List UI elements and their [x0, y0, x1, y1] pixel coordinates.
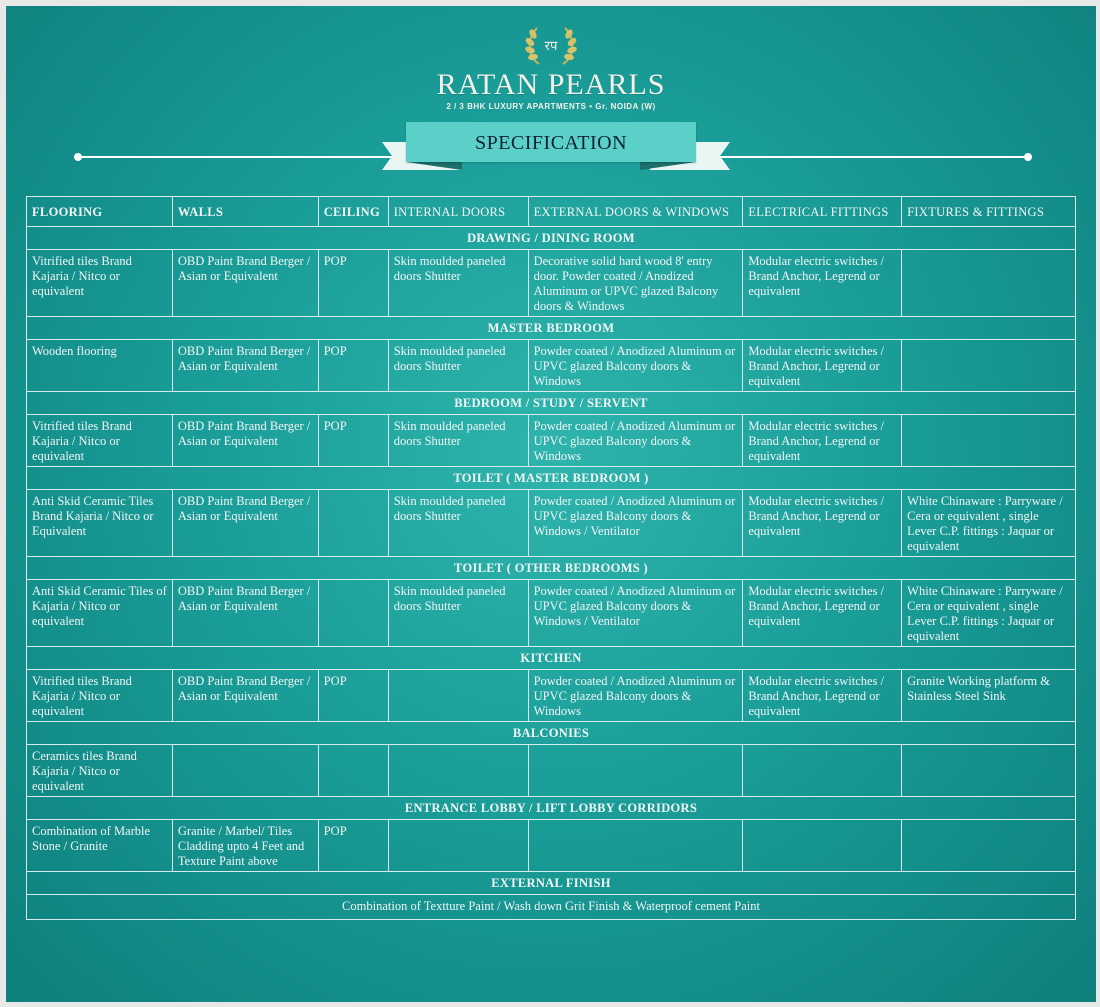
- table-cell: OBD Paint Brand Berger / Asian or Equivalent: [172, 250, 318, 317]
- table-row: [27, 490, 1076, 557]
- table-cell: [743, 820, 902, 872]
- table-cell: [318, 745, 388, 797]
- table-cell: Modular electric switches / Brand Anchor, Legrend or equivalent: [743, 490, 902, 557]
- table-cell: OBD Paint Brand Berger / Asian or Equivalent: [172, 490, 318, 557]
- table-cell: Powder coated / Anodized Aluminum or UPVC glazed Balcony doors & Windows: [528, 670, 743, 722]
- table-cell: Vitrified tiles Brand Kajaria / Nitco or equivalent: [27, 415, 173, 467]
- table-cell: Ceramics tiles Brand Kajaria / Nitco or equivalent: [27, 745, 173, 797]
- table-row: [27, 415, 1076, 467]
- section-header-row: [27, 797, 1076, 820]
- table-cell: Modular electric switches / Brand Anchor, Legrend or equivalent: [743, 250, 902, 317]
- table-cell: [388, 670, 528, 722]
- divider-dot-right: [1024, 153, 1032, 161]
- section-header: BEDROOM / STUDY / SERVENT: [27, 392, 1076, 415]
- header-electrical-fittings: ELECTRICAL FITTINGS: [743, 197, 902, 227]
- ribbon-fold-left: [406, 162, 462, 170]
- section-header-row: [27, 467, 1076, 490]
- header-fixtures-fittings: FIXTURES & FITTINGS: [902, 197, 1076, 227]
- table-row: [27, 580, 1076, 647]
- table-cell: White Chinaware : Parryware / Cera or equivalent , single Lever C.P. fittings : Jaquar or equivalent: [902, 580, 1076, 647]
- table-cell: Powder coated / Anodized Aluminum or UPVC glazed Balcony doors & Windows / Ventilator: [528, 580, 743, 647]
- table-cell: Granite Working platform & Stainless Steel Sink: [902, 670, 1076, 722]
- table-cell: [902, 340, 1076, 392]
- table-cell: OBD Paint Brand Berger / Asian or Equivalent: [172, 415, 318, 467]
- table-row: [27, 820, 1076, 872]
- table-cell: [388, 745, 528, 797]
- header-internal-doors: INTERNAL DOORS: [388, 197, 528, 227]
- section-header-row: [27, 317, 1076, 340]
- table-row: [27, 250, 1076, 317]
- table-cell: POP: [318, 670, 388, 722]
- table-cell: [902, 250, 1076, 317]
- table-cell: Modular electric switches / Brand Anchor, Legrend or equivalent: [743, 340, 902, 392]
- table-cell: Powder coated / Anodized Aluminum or UPVC glazed Balcony doors & Windows: [528, 340, 743, 392]
- table-cell: [318, 490, 388, 557]
- table-cell: Skin moulded paneled doors Shutter: [388, 250, 528, 317]
- section-title: SPECIFICATION: [406, 122, 696, 162]
- external-finish-row: [27, 895, 1076, 920]
- header-ceiling: CEILING: [318, 197, 388, 227]
- specification-table: [26, 196, 1076, 920]
- table-cell: OBD Paint Brand Berger / Asian or Equivalent: [172, 580, 318, 647]
- table-cell: Powder coated / Anodized Aluminum or UPVC glazed Balcony doors & Windows: [528, 415, 743, 467]
- table-cell: Combination of Marble Stone / Granite: [27, 820, 173, 872]
- table-cell: Granite / Marbel/ Tiles Cladding upto 4 Feet and Texture Paint above: [172, 820, 318, 872]
- section-header: ENTRANCE LOBBY / LIFT LOBBY CORRIDORS: [27, 797, 1076, 820]
- header-walls: WALLS: [172, 197, 318, 227]
- section-header-row: [27, 722, 1076, 745]
- section-header-row: [27, 647, 1076, 670]
- table-row: [27, 340, 1076, 392]
- external-finish-text: Combination of Textture Paint / Wash down Grit Finish & Waterproof cement Paint: [27, 895, 1076, 920]
- section-header: EXTERNAL FINISH: [27, 872, 1076, 895]
- section-header: DRAWING / DINING ROOM: [27, 227, 1076, 250]
- table-cell: [743, 745, 902, 797]
- table-cell: POP: [318, 340, 388, 392]
- table-cell: Vitrified tiles Brand Kajaria / Nitco or equivalent: [27, 250, 173, 317]
- section-header: KITCHEN: [27, 647, 1076, 670]
- table-cell: POP: [318, 415, 388, 467]
- table-cell: Anti Skid Ceramic Tiles of Kajaria / Nitco or equivalent: [27, 580, 173, 647]
- table-cell: White Chinaware : Parryware / Cera or equivalent , single Lever C.P. fittings : Jaquar or equivalent: [902, 490, 1076, 557]
- table-cell: [902, 745, 1076, 797]
- table-cell: [388, 820, 528, 872]
- divider-line-left: [78, 156, 398, 158]
- section-header: TOILET ( OTHER BEDROOMS ): [27, 557, 1076, 580]
- table-cell: [528, 745, 743, 797]
- section-header-row: [27, 557, 1076, 580]
- table-cell: Skin moulded paneled doors Shutter: [388, 415, 528, 467]
- section-header-row: [27, 872, 1076, 895]
- section-header-row: [27, 227, 1076, 250]
- table-cell: Skin moulded paneled doors Shutter: [388, 580, 528, 647]
- table-cell: POP: [318, 820, 388, 872]
- spec-sheet: [6, 6, 1096, 1002]
- table-cell: [528, 820, 743, 872]
- table-cell: Skin moulded paneled doors Shutter: [388, 490, 528, 557]
- table-header-row: [27, 197, 1076, 227]
- table-cell: POP: [318, 250, 388, 317]
- header-external-doors-windows: EXTERNAL DOORS & WINDOWS: [528, 197, 743, 227]
- divider-line-right: [706, 156, 1028, 158]
- logo: [6, 24, 1096, 111]
- brand-tagline: 2 / 3 BHK LUXURY APARTMENTS • Gr. NOIDA (W): [446, 102, 656, 111]
- divider-dot-left: [74, 153, 82, 161]
- laurel-emblem-icon: [521, 24, 581, 70]
- table-cell: Modular electric switches / Brand Anchor, Legrend or equivalent: [743, 580, 902, 647]
- ribbon-fold-right: [640, 162, 696, 170]
- table-cell: Skin moulded paneled doors Shutter: [388, 340, 528, 392]
- table-cell: [172, 745, 318, 797]
- table-cell: Anti Skid Ceramic Tiles Brand Kajaria / Nitco or Equivalent: [27, 490, 173, 557]
- table-cell: [318, 580, 388, 647]
- table-cell: [902, 820, 1076, 872]
- section-header-row: [27, 392, 1076, 415]
- table-cell: Vitrified tiles Brand Kajaria / Nitco or equivalent: [27, 670, 173, 722]
- table-cell: Powder coated / Anodized Aluminum or UPVC glazed Balcony doors & Windows / Ventilator: [528, 490, 743, 557]
- table-cell: OBD Paint Brand Berger / Asian or Equivalent: [172, 340, 318, 392]
- header-flooring: FLOORING: [27, 197, 173, 227]
- table-cell: Decorative solid hard wood 8' entry door. Powder coated / Anodized Aluminum or UPVC glazed Balcony doors & Windows: [528, 250, 743, 317]
- section-header: BALCONIES: [27, 722, 1076, 745]
- logo-monogram: रप: [544, 39, 558, 54]
- table-cell: Modular electric switches / Brand Anchor, Legrend or equivalent: [743, 415, 902, 467]
- table-row: [27, 745, 1076, 797]
- table-cell: OBD Paint Brand Berger / Asian or Equivalent: [172, 670, 318, 722]
- section-header: TOILET ( MASTER BEDROOM ): [27, 467, 1076, 490]
- table-cell: [902, 415, 1076, 467]
- table-cell: Modular electric switches / Brand Anchor, Legrend or equivalent: [743, 670, 902, 722]
- section-header: MASTER BEDROOM: [27, 317, 1076, 340]
- brand-name: RATAN PEARLS: [436, 68, 666, 101]
- table-cell: Wooden flooring: [27, 340, 173, 392]
- table-row: [27, 670, 1076, 722]
